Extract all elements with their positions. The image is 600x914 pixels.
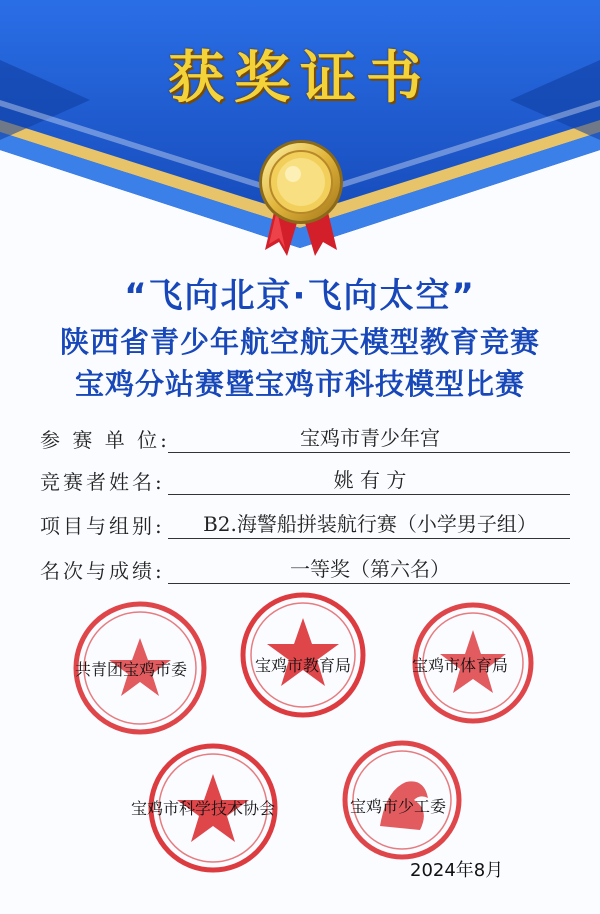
- field-underline: [168, 452, 570, 453]
- certificate-title: 获奖证书: [168, 45, 432, 111]
- field-value: 宝鸡市青少年宫: [300, 426, 440, 450]
- field-underline: [168, 538, 570, 539]
- field-label: 名次与成绩:: [40, 559, 165, 583]
- field-label: 竞赛者姓名:: [40, 470, 165, 494]
- field-rank-result: [40, 551, 570, 585]
- slogan-heading: “飞向北京·飞向太空”: [124, 276, 476, 316]
- field-value: B2.海警船拼装航行赛（小学男子组）: [203, 512, 537, 536]
- field-label: 项目与组别:: [40, 514, 165, 538]
- field-event-group: [40, 506, 570, 540]
- medal-icon: [255, 138, 347, 268]
- field-underline: [168, 494, 570, 495]
- field-value: 一等奖（第六名）: [290, 557, 450, 581]
- seal-label: 宝鸡市少工委: [350, 797, 447, 816]
- event-title-line-1: 陕西省青少年航空航天模型教育竞赛: [59, 325, 540, 359]
- field-competitor-name: [40, 462, 570, 496]
- seal-label: 共青团宝鸡市委: [75, 660, 188, 679]
- seal-label: 宝鸡市科学技术协会: [131, 799, 276, 818]
- seal-label: 宝鸡市教育局: [255, 656, 352, 675]
- field-label: 参 赛 单 位:: [40, 428, 170, 452]
- event-title-line-2: 宝鸡分站赛暨宝鸡市科技模型比赛: [74, 367, 525, 401]
- field-underline: [168, 583, 570, 584]
- issue-date: 2024年8月: [410, 860, 504, 881]
- field-participating-unit: [40, 420, 570, 454]
- seal-label: 宝鸡市体育局: [412, 656, 509, 675]
- field-value: 姚 有 方: [333, 468, 407, 492]
